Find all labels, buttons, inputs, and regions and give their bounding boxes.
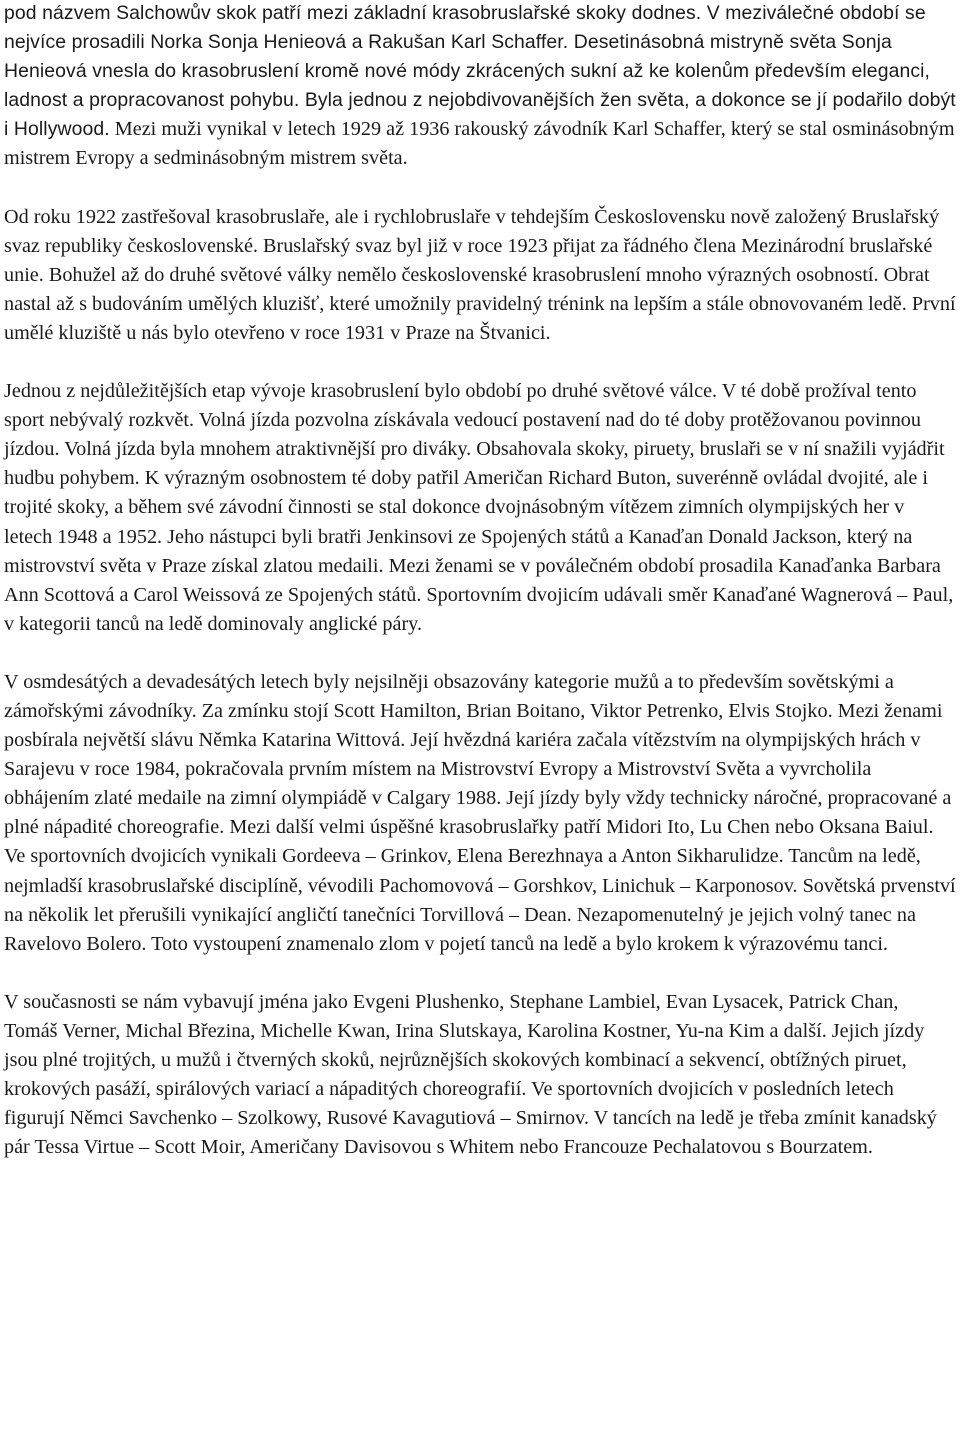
paragraph-3-text: Jednou z nejdůležitějších etap vývoje krasobruslení bylo období po druhé světové válce. V té době prožíval tento sport nebývalý rozkvět. Volná jízda pozvolna získávala vedoucí postavení nad do té doby protěžovanou povinnou jízdou. Volná jízda byla mnohem atraktivnější pro diváky. Obsahovala skoky, piruety, bruslaři se v ní snažili vyjádřit hudbu pohybem. K výrazným osobnostem té doby patřil Američan Richard Buton, suverénně ovládal dvojité, ale i trojité skoky, a během své závodní činnosti se stal dokonce dvojnásobným vítězem zimních olympijských her v letech 1948 a 1952. Jeho nástupci byli bratři Jenkinsovi ze Spojených států a Kanaďan Donald Jackson, který na mistrovství světa v Praze získal zlatou medaili. Mezi ženami se v poválečném období prosadila Kanaďanka Barbara Ann Scottová a Carol Weissová ze Spojených států. Sportovním dvojicím udávali směr Kanaďané Wagnerová – Paul, v kategorii tanců na ledě dominovaly anglické páry. [4, 380, 954, 635]
paragraph-1-text-sans: pod názvem Salchowův skok patří mezi základní krasobruslařské skoky dodnes. V meziválečné období se nejvíce prosadili Norka Sonja Henieová a Rakušan Karl Schaffer. Desetinásobná mistryně světa Sonja Henieová vnesla do krasobruslení kromě nové módy zkrácených sukní až ke kolenům především eleganci, ladnost a propracovanost pohybu. Byla jednou z nejobdivovanějších žen světa, a dokonce se jí podařilo dobýt i Hollywood. [4, 2, 956, 141]
document-page [4, 0, 956, 1162]
paragraph-2 [4, 203, 956, 348]
paragraph-4 [4, 668, 956, 959]
paragraph-4-text: V osmdesátých a devadesátých letech byly nejsilněji obsazovány kategorie mužů a to především sovětskými a zámořskými závodníky. Za zmínku stojí Scott Hamilton, Brian Boitano, Viktor Petrenko, Elvis Stojko. Mezi ženami posbírala největší slávu Němka Katarina Wittová. Její hvězdná kariéra začala vítězstvím na olympijských hrách v Sarajevu v roce 1984, pokračovala prvním místem na Mistrovství Evropy a Mistrovství Světa a vyvrcholila obhájením zlaté medaile na zimní olympiádě v Calgary 1988. Její jízdy byly vždy technicky náročné, propracované a plné nápadité choreografie. Mezi další velmi úspěšné krasobruslařky patří Midori Ito, Lu Chen nebo Oksana Baiul. Ve sportovních dvojicích vynikali Gordeeva – Grinkov, Elena Berezhnaya a Anton Sikharulidze. Tancům na ledě, nejmladší krasobruslařské disciplíně, vévodili Pachomovová – Gorshkov, Linichuk – Karponosov. Sovětská prvenství na několik let přerušili vynikající angličtí tanečníci Torvillová – Dean. Nezapomenutelný je jejich volný tanec na Ravelovo Bolero. Toto vystoupení znamenalo zlom v pojetí tanců na ledě a bylo krokem k výrazovému tanci. [4, 670, 956, 955]
paragraph-3 [4, 377, 956, 639]
paragraph-5 [4, 988, 956, 1163]
paragraph-1-text-serif: Mezi muži vynikal v letech 1929 až 1936 rakouský závodník Karl Schaffer, který se stal osminásobným mistrem Evropy a sedminásobným mistrem světa. [4, 118, 955, 170]
paragraph-5-text: V současnosti se nám vybavují jména jako Evgeni Plushenko, Stephane Lambiel, Evan Lysacek, Patrick Chan, Tomáš Verner, Michal Březina, Michelle Kwan, Irina Slutskaya, Karolina Kostner, Yu-na Kim a další. Jejich jízdy jsou plné trojitých, u mužů i čtverných skoků, nejrůznějších skokových kombinací a sekvencí, obtížných piruet, krokových pasáží, spirálových variací a nápaditých choreografií. Ve sportovních dvojicích v posledních letech figurují Němci Savchenko – Szolkowy, Rusové Kavagutiová – Smirnov. V tancích na ledě je třeba zmínit kanadský pár Tessa Virtue – Scott Moir, Američany Davisovou s Whitem nebo Francouze Pechalatovou s Bourzatem. [4, 990, 937, 1159]
paragraph-1 [4, 0, 956, 174]
paragraph-2-text: Od roku 1922 zastřešoval krasobruslaře, ale i rychlobruslaře v tehdejším Československu nově založený Bruslařský svaz republiky československé. Bruslařský svaz byl již v roce 1923 přijat za řádného člena Mezinárodní bruslařské unie. Bohužel až do druhé světové války nemělo československé krasobruslení mnoho výrazných osobností. Obrat nastal až s budováním umělých kluzišť, které umožnily pravidelný trénink na lepším a stále obnovovaném ledě. První umělé kluziště u nás bylo otevřeno v roce 1931 v Praze na Štvanici. [4, 205, 956, 344]
